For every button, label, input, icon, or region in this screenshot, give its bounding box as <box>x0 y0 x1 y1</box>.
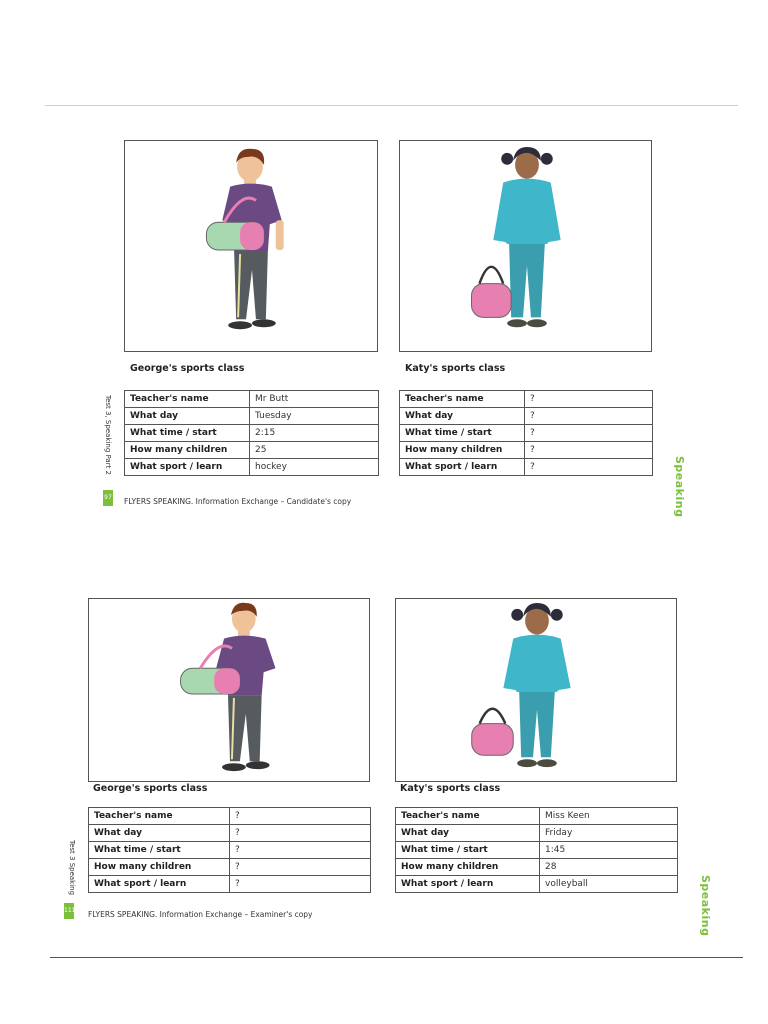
george-picture <box>88 598 370 782</box>
top-divider <box>45 105 738 106</box>
george-info-table <box>124 390 379 476</box>
question-cell: How many children <box>125 442 250 459</box>
table-row <box>396 876 678 893</box>
table-row <box>89 825 371 842</box>
table-row <box>125 391 379 408</box>
table-row <box>400 408 653 425</box>
answer-cell: ? <box>525 408 653 425</box>
table-row <box>89 876 371 893</box>
answer-cell: ? <box>230 859 371 876</box>
table-row <box>125 459 379 476</box>
question-cell: What time / start <box>396 842 540 859</box>
question-cell: Teacher's name <box>396 808 540 825</box>
copy-footer: FLYERS SPEAKING. Information Exchange – Examiner's copy <box>88 910 313 919</box>
section-label: Speaking <box>673 456 686 518</box>
question-cell: What day <box>400 408 525 425</box>
question-cell: How many children <box>400 442 525 459</box>
page-number: 111 <box>64 903 74 919</box>
side-label: Test 3 Speaking <box>68 840 76 896</box>
answer-cell: ? <box>525 459 653 476</box>
answer-cell: hockey <box>250 459 379 476</box>
question-cell: What sport / learn <box>125 459 250 476</box>
katy-picture <box>399 140 652 352</box>
george-caption: George's sports class <box>130 363 245 374</box>
answer-cell: ? <box>525 442 653 459</box>
answer-cell: 1:45 <box>540 842 678 859</box>
katy-picture <box>395 598 677 782</box>
answer-cell: ? <box>230 876 371 893</box>
answer-cell: Tuesday <box>250 408 379 425</box>
answer-cell: 28 <box>540 859 678 876</box>
katy-caption: Katy's sports class <box>405 363 506 374</box>
answer-cell: 2:15 <box>250 425 379 442</box>
question-cell: What time / start <box>89 842 230 859</box>
question-cell: What time / start <box>400 425 525 442</box>
table-row <box>125 408 379 425</box>
question-cell: What day <box>396 825 540 842</box>
copy-footer: FLYERS SPEAKING. Information Exchange – Candidate's copy <box>124 497 352 506</box>
table-row <box>125 425 379 442</box>
answer-cell: ? <box>525 391 653 408</box>
page-number: 97 <box>103 490 113 506</box>
question-cell: What sport / learn <box>400 459 525 476</box>
george-caption: George's sports class <box>93 783 208 794</box>
girl-illustration <box>400 141 651 351</box>
katy-caption: Katy's sports class <box>400 783 501 794</box>
girl-illustration <box>396 599 676 781</box>
katy-info-table <box>395 807 678 893</box>
boy-illustration <box>125 141 377 351</box>
answer-cell: ? <box>230 808 371 825</box>
answer-cell: Friday <box>540 825 678 842</box>
answer-cell: Miss Keen <box>540 808 678 825</box>
table-row <box>125 442 379 459</box>
table-row <box>400 442 653 459</box>
answer-cell: ? <box>230 825 371 842</box>
question-cell: What day <box>125 408 250 425</box>
katy-info-table <box>399 390 653 476</box>
answer-cell: ? <box>525 425 653 442</box>
side-label: Test 3, Speaking Part 2 <box>104 395 112 475</box>
question-cell: What day <box>89 825 230 842</box>
question-cell: How many children <box>89 859 230 876</box>
george-picture <box>124 140 378 352</box>
table-row <box>396 842 678 859</box>
question-cell: What time / start <box>125 425 250 442</box>
question-cell: How many children <box>396 859 540 876</box>
table-row <box>89 842 371 859</box>
answer-cell: ? <box>230 842 371 859</box>
table-row <box>400 425 653 442</box>
question-cell: Teacher's name <box>400 391 525 408</box>
table-row <box>396 808 678 825</box>
question-cell: What sport / learn <box>396 876 540 893</box>
table-row <box>400 459 653 476</box>
bottom-divider <box>50 957 743 958</box>
section-label: Speaking <box>699 875 712 937</box>
table-row <box>400 391 653 408</box>
answer-cell: volleyball <box>540 876 678 893</box>
george-info-table <box>88 807 371 893</box>
answer-cell: 25 <box>250 442 379 459</box>
table-row <box>89 808 371 825</box>
answer-cell: Mr Butt <box>250 391 379 408</box>
question-cell: Teacher's name <box>89 808 230 825</box>
boy-illustration <box>89 599 369 781</box>
table-row <box>89 859 371 876</box>
question-cell: Teacher's name <box>125 391 250 408</box>
question-cell: What sport / learn <box>89 876 230 893</box>
table-row <box>396 859 678 876</box>
table-row <box>396 825 678 842</box>
